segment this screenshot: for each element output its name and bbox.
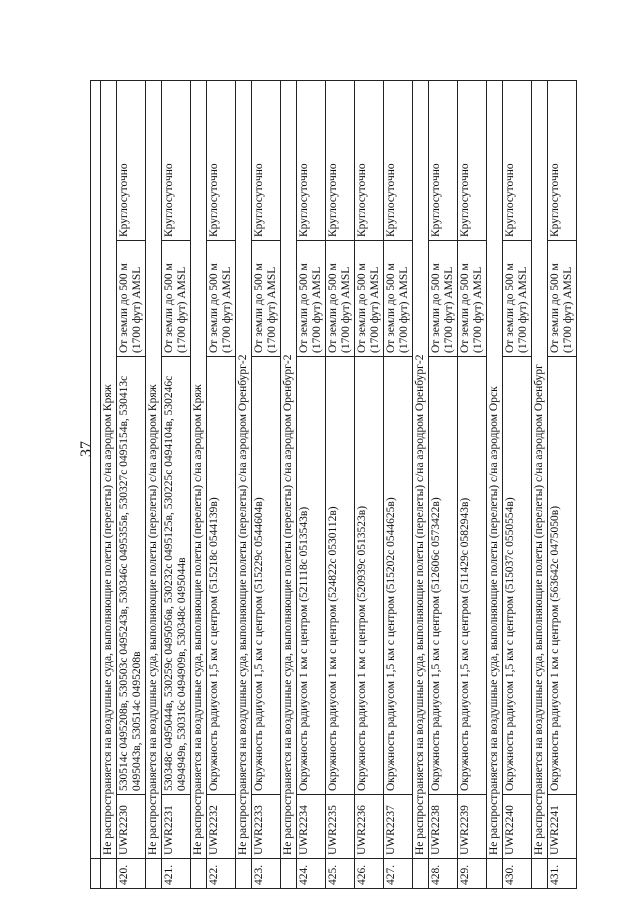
zone-area: Окружность радиусом 1,5 км с центром (515218с 0544139в) — [207, 357, 236, 795]
note-row — [101, 81, 117, 889]
zone-code: UWR2236 — [355, 795, 384, 859]
note-blank-cell — [413, 859, 429, 889]
row-number: 425. — [326, 859, 355, 889]
table-row — [162, 81, 191, 889]
zone-code: UWR2231 — [162, 795, 191, 859]
row-number: 420. — [117, 859, 146, 889]
zone-area: Окружность радиусом 1 км с центром (563642с 0475050в) — [548, 357, 577, 795]
activity-time: Круглосуточно — [355, 81, 384, 241]
note-text: Не распространяется на воздушные суда, выполняющие полеты (перелеты) с/на аэродром Оренбург-2 — [281, 81, 297, 859]
note-text: Не распространяется на воздушные суда, выполняющие полеты (перелеты) с/на аэродром Кряж — [146, 81, 162, 859]
altitude-limit: От земли до 500 м (1700 фут) AMSL — [297, 241, 326, 357]
table-row — [117, 81, 146, 889]
activity-time: Круглосуточно — [548, 81, 577, 241]
altitude-limit: От земли до 500 м (1700 фут) AMSL — [207, 241, 236, 357]
note-row — [191, 81, 207, 889]
altitude-limit: От земли до 500 м (1700 фут) AMSL — [548, 241, 577, 357]
note-row — [281, 81, 297, 889]
activity-time: Круглосуточно — [297, 81, 326, 241]
activity-time: Круглосуточно — [207, 81, 236, 241]
row-number: 429. — [458, 859, 487, 889]
row-number: 431. — [548, 859, 577, 889]
zone-area: Окружность радиусом 1,5 км с центром (511429с 0582943в) — [458, 357, 487, 795]
zone-area: Окружность радиусом 1,5 км с центром (515037с 0550554в) — [503, 357, 532, 795]
altitude-limit: От земли до 500 м (1700 фут) AMSL — [162, 241, 191, 357]
note-blank-cell — [146, 859, 162, 889]
note-blank-cell — [191, 859, 207, 889]
activity-time: Круглосуточно — [384, 81, 413, 241]
altitude-limit: От земли до 500 м (1700 фут) AMSL — [384, 241, 413, 357]
zone-code: UWR2233 — [252, 795, 281, 859]
zone-code: UWR2232 — [207, 795, 236, 859]
row-number: 426. — [355, 859, 384, 889]
note-text: Не распространяется на воздушные суда, выполняющие полеты (перелеты) с/на аэродром Орск — [487, 81, 503, 859]
zone-code: UWR2235 — [326, 795, 355, 859]
table-top-row — [91, 81, 101, 889]
altitude-limit: От земли до 500 м (1700 фут) AMSL — [503, 241, 532, 357]
activity-time: Круглосуточно — [326, 81, 355, 241]
table-row — [297, 81, 326, 889]
table-row — [355, 81, 384, 889]
altitude-limit: От земли до 500 м (1700 фут) AMSL — [429, 241, 458, 357]
activity-time: Круглосуточно — [503, 81, 532, 241]
note-blank-cell — [532, 859, 548, 889]
row-number: 422. — [207, 859, 236, 889]
note-text: Не распространяется на воздушные суда, выполняющие полеты (перелеты) с/на аэродром Оренбург-2 — [236, 81, 252, 859]
zone-code: UWR2234 — [297, 795, 326, 859]
table-row — [252, 81, 281, 889]
table-row — [384, 81, 413, 889]
table-row — [429, 81, 458, 889]
table-row — [458, 81, 487, 889]
zone-code: UWR2238 — [429, 795, 458, 859]
activity-time: Круглосуточно — [117, 81, 146, 241]
activity-time: Круглосуточно — [252, 81, 281, 241]
note-row — [487, 81, 503, 889]
altitude-limit: От земли до 500 м (1700 фут) AMSL — [458, 241, 487, 357]
note-blank-cell — [487, 859, 503, 889]
note-text: Не распространяется на воздушные суда, выполняющие полеты (перелеты) с/на аэродром Оренбург-2 — [413, 81, 429, 859]
activity-time: Круглосуточно — [162, 81, 191, 241]
row-number: 430. — [503, 859, 532, 889]
row-number: 423. — [252, 859, 281, 889]
zone-area: Окружность радиусом 1 км с центром (524822с 0530112в) — [326, 357, 355, 795]
zone-area: Окружность радиусом 1,5 км с центром (515229с 0544604в) — [252, 357, 281, 795]
note-blank-cell — [281, 859, 297, 889]
note-text: Не распространяется на воздушные суда, выполняющие полеты (перелеты) с/на аэродром Кряж — [101, 81, 117, 859]
zone-code: UWR2230 — [117, 795, 146, 859]
note-row — [413, 81, 429, 889]
row-number: 424. — [297, 859, 326, 889]
zone-area: Окружность радиусом 1 км с центром (520939с 0513523в) — [355, 357, 384, 795]
zone-code: UWR2237 — [384, 795, 413, 859]
altitude-limit: От земли до 500 м (1700 фут) AMSL — [117, 241, 146, 357]
activity-time: Круглосуточно — [429, 81, 458, 241]
activity-time: Круглосуточно — [458, 81, 487, 241]
note-row — [236, 81, 252, 889]
zone-area: Окружность радиусом 1,5 км с центром (512606с 0573422в) — [429, 357, 458, 795]
zone-area: 530348с 0495044в, 530259с 0495056в, 530232с 0495125в, 530225с 0494104в, 530246с 0494949в, 530316с 0494909в, 530348с 0495044в — [162, 357, 191, 795]
row-number: 428. — [429, 859, 458, 889]
rotated-table-container — [90, 81, 595, 889]
table-row — [503, 81, 532, 889]
note-blank-cell — [236, 859, 252, 889]
table-row — [207, 81, 236, 889]
altitude-limit: От земли до 500 м (1700 фут) AMSL — [326, 241, 355, 357]
note-row — [532, 81, 548, 889]
zone-code: UWR2241 — [548, 795, 577, 859]
note-text: Не распространяется на воздушные суда, выполняющие полеты (перелеты) с/на аэродром Кряж — [191, 81, 207, 859]
zone-code: UWR2239 — [458, 795, 487, 859]
zone-area: Окружность радиусом 1,5 км с центром (515202с 0544625в) — [384, 357, 413, 795]
row-number: 427. — [384, 859, 413, 889]
altitude-limit: От земли до 500 м (1700 фут) AMSL — [252, 241, 281, 357]
table-body — [91, 81, 577, 889]
zone-code: UWR2240 — [503, 795, 532, 859]
note-blank-cell — [101, 859, 117, 889]
row-number: 421. — [162, 859, 191, 889]
table-row — [548, 81, 577, 889]
zone-area: 530514с 0495208в, 530503с 0495243в, 530346с 0495355в, 530327с 0495154в, 530413с 0495043в, 530514с 0495208в — [117, 357, 146, 795]
table-row — [326, 81, 355, 889]
altitude-limit: От земли до 500 м (1700 фут) AMSL — [355, 241, 384, 357]
note-text: Не распространяется на воздушные суда, выполняющие полеты (перелеты) с/на аэродром Оренбург — [532, 81, 548, 859]
page-number: 37 — [78, 441, 95, 457]
restricted-zones-table — [90, 80, 577, 889]
note-row — [146, 81, 162, 889]
zone-area: Окружность радиусом 1 км с центром (521118с 0513543в) — [297, 357, 326, 795]
